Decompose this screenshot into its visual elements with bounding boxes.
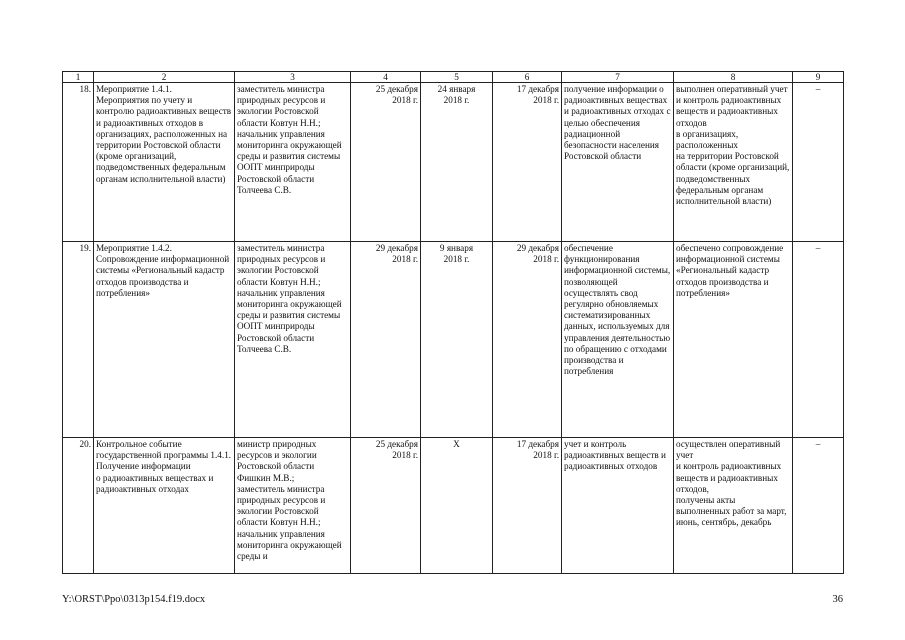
- expected-result: получение информации о радиоактивных веществах и радиоактивных отходах с целью обеспечения радиационной безопасности населения Ростовской области: [562, 83, 674, 242]
- note: –: [793, 438, 844, 574]
- planned-date: 25 декабря 2018 г.: [351, 83, 421, 242]
- event-name: Контрольное событие государственной программы 1.4.1. Получение информации о радиоактивных веществах и радиоактивных отходах: [94, 438, 235, 574]
- table-row: [63, 242, 844, 438]
- responsible-person: министр природных ресурсов и экологии Ростовской области Фишкин М.В.; заместитель министра природных ресурсов и экологии Ростовской области Ковтун Н.Н.; начальник управления мониторинга окружающей среды и: [235, 438, 351, 574]
- column-number-row: [63, 72, 844, 83]
- start-date: 9 января 2018 г.: [421, 242, 493, 438]
- row-number: 18.: [63, 83, 94, 242]
- actual-date: 29 декабря 2018 г.: [493, 242, 562, 438]
- planned-date: 25 декабря 2018 г.: [351, 438, 421, 574]
- start-date: 24 января 2018 г.: [421, 83, 493, 242]
- table-row: [63, 438, 844, 574]
- actual-result: осуществлен оперативный учет и контроль радиоактивных веществ и радиоактивных отходов, получены акты выполненных работ за март, июнь, сентябрь, декабрь: [674, 438, 793, 574]
- row-number: 19.: [63, 242, 94, 438]
- responsible-person: заместитель министра природных ресурсов и экологии Ростовской области Ковтун Н.Н.; начальник управления мониторинга окружающей среды и развития системы ООПТ минприроды Ростовской области Толчеева С.В.: [235, 83, 351, 242]
- event-name: Мероприятие 1.4.1. Мероприятия по учету и контролю радиоактивных веществ и радиоактивных отходов в организациях, расположенных на территории Ростовской области (кроме организаций, подведомственных федеральным органам исполнительной власти): [94, 83, 235, 242]
- column-number: 9: [793, 72, 844, 83]
- actual-date: 17 декабря 2018 г.: [493, 83, 562, 242]
- start-date: Х: [421, 438, 493, 574]
- column-number: 6: [493, 72, 562, 83]
- responsible-person: заместитель министра природных ресурсов и экологии Ростовской области Ковтун Н.Н.; начальник управления мониторинга окружающей среды и развития системы ООПТ минприроды Ростовской области Толчеева С.В.: [235, 242, 351, 438]
- actual-date: 17 декабря 2018 г.: [493, 438, 562, 574]
- note: –: [793, 83, 844, 242]
- column-number: 7: [562, 72, 674, 83]
- row-number: 20.: [63, 438, 94, 574]
- note: –: [793, 242, 844, 438]
- column-number: 4: [351, 72, 421, 83]
- expected-result: учет и контроль радиоактивных веществ и радиоактивных отходов: [562, 438, 674, 574]
- column-number: 2: [94, 72, 235, 83]
- event-name: Мероприятие 1.4.2. Сопровождение информационной системы «Региональный кадастр отходов производства и потребления»: [94, 242, 235, 438]
- column-number: 8: [674, 72, 793, 83]
- expected-result: обеспечение функционирования информационной системы, позволяющей осуществлять свод регулярно обновляемых систематизированных данных, используемых для управления деятельностью по обращению с отходами производства и потребления: [562, 242, 674, 438]
- table-row: [63, 83, 844, 242]
- column-number: 3: [235, 72, 351, 83]
- page-number: 36: [832, 594, 843, 605]
- planned-date: 29 декабря 2018 г.: [351, 242, 421, 438]
- column-number: 5: [421, 72, 493, 83]
- actual-result: обеспечено сопровождение информационной системы «Региональный кадастр отходов производства и потребления»: [674, 242, 793, 438]
- document-path: Y:\ORST\Ppo\0313p154.f19.docx: [62, 594, 206, 605]
- actual-result: выполнен оперативный учет и контроль радиоактивных веществ и радиоактивных отходов в организациях, расположенных на территории Ростовской области (кроме организаций, подведомственных федеральным органам исполнительной власти): [674, 83, 793, 242]
- report-table: [62, 71, 844, 574]
- column-number: 1: [63, 72, 94, 83]
